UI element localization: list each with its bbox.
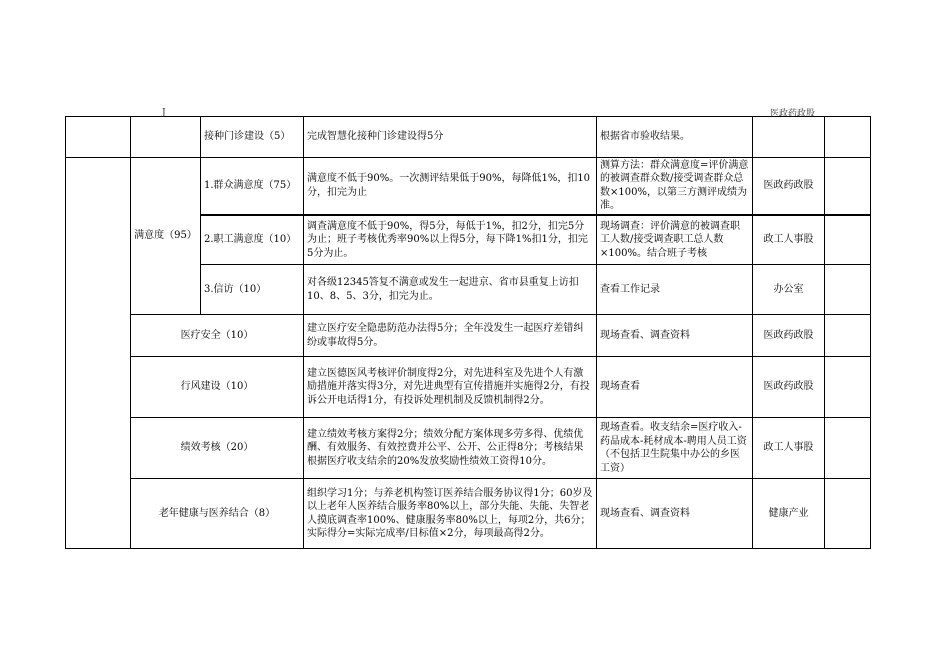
table-row [66,315,871,357]
method-cell: 现场调查：评价满意的被调查职工人数/接受调查职工总人数×100%。结合班子考核 [597,215,753,265]
dept-cell: 医政药政股 [753,315,825,357]
method-cell: 现场查看、调查资料 [597,315,753,357]
dept-cell [753,117,825,158]
method-cell: 查看工作记录 [597,265,753,315]
table-row [66,158,871,215]
table-row [66,117,871,158]
standard-cell: 建立医德医风考核评价制度得2分，对先进科室及先进个人有激励措施并落实得3分，对先进典型有宣传措施并实施得2分，有投诉公开电话得1分，有投诉处理机制及反馈机制得2分。 [304,357,597,418]
sub-item-cell: 2.职工满意度（10） [201,215,304,265]
dept-cell: 政工人事股 [753,215,825,265]
category-cell: 行风建设（10） [131,357,304,418]
assessment-table [65,116,871,549]
table-row [66,479,871,549]
dept-cell: 办公室 [753,265,825,315]
standard-cell: 建立绩效考核方案得2分；绩效分配方案体现多劳多得、优绩优酬、有效服务、有效控费并公平、公开、公正得8分；考核结果根据医疗收支结余的20%发放奖励性绩效工资得10分。 [304,418,597,479]
standard-cell: 对各级12345答复不满意或发生一起进京、省市县重复上访扣10、8、5、3分，扣完为止。 [304,265,597,315]
standard-cell: 组织学习1分；与养老机构签订医养结合服务协议得1分；60岁及以上老年人医养结合服务率80%以上，部分失能、失能、失智老人摸底调查率100%、健康服务率80%以上，每项2分，共6分；实际得分=实际完成率/目标值×2分，每项最高得2分。 [304,479,597,549]
dept-cell: 医政药政股 [753,158,825,215]
clipped-text-top-right: 医政药政股 [770,109,816,119]
clipped-text-top-left: J [162,108,166,118]
dept-cell: 政工人事股 [753,418,825,479]
standard-cell: 满意度不低于90%。一次测评结果低于90%，每降低1%，扣10分，扣完为止 [304,158,597,215]
standard-cell: 调查满意度不低于90%，得5分，每低于1%，扣2分，扣完5分为止；班子考核优秀率90%以上得5分，每下降1%扣1分，扣完5分为止。 [304,215,597,265]
method-cell: 现场查看。收支结余=医疗收入-药品成本-耗材成本-聘用人员工资（不包括卫生院集中办公的乡医工资） [597,418,753,479]
category-cell: 满意度（95） [131,158,201,315]
dept-cell: 健康产业 [753,479,825,549]
method-cell: 测算方法：群众满意度=评价满意的被调查群众数/接受调查群众总数×100%，以第三方测评成绩为准。 [597,158,753,215]
dept-cell: 医政药政股 [753,357,825,418]
table-row [66,357,871,418]
method-cell: 现场查看、调查资料 [597,479,753,549]
method-cell: 现场查看 [597,357,753,418]
standard-cell: 建立医疗安全隐患防范办法得5分；全年没发生一起医疗差错纠纷或事故得5分。 [304,315,597,357]
method-cell: 根据省市验收结果。 [597,117,753,158]
category-cell: 绩效考核（20） [131,418,304,479]
standard-cell: 完成智慧化接种门诊建设得5分 [304,117,597,158]
table-row [66,418,871,479]
sub-item-cell: 接种门诊建设（5） [201,117,304,158]
category-cell: 老年健康与医养结合（8） [131,479,304,549]
sub-item-cell: 3.信访（10） [201,265,304,315]
sub-item-cell: 1.群众满意度（75） [201,158,304,215]
category-cell: 医疗安全（10） [131,315,304,357]
